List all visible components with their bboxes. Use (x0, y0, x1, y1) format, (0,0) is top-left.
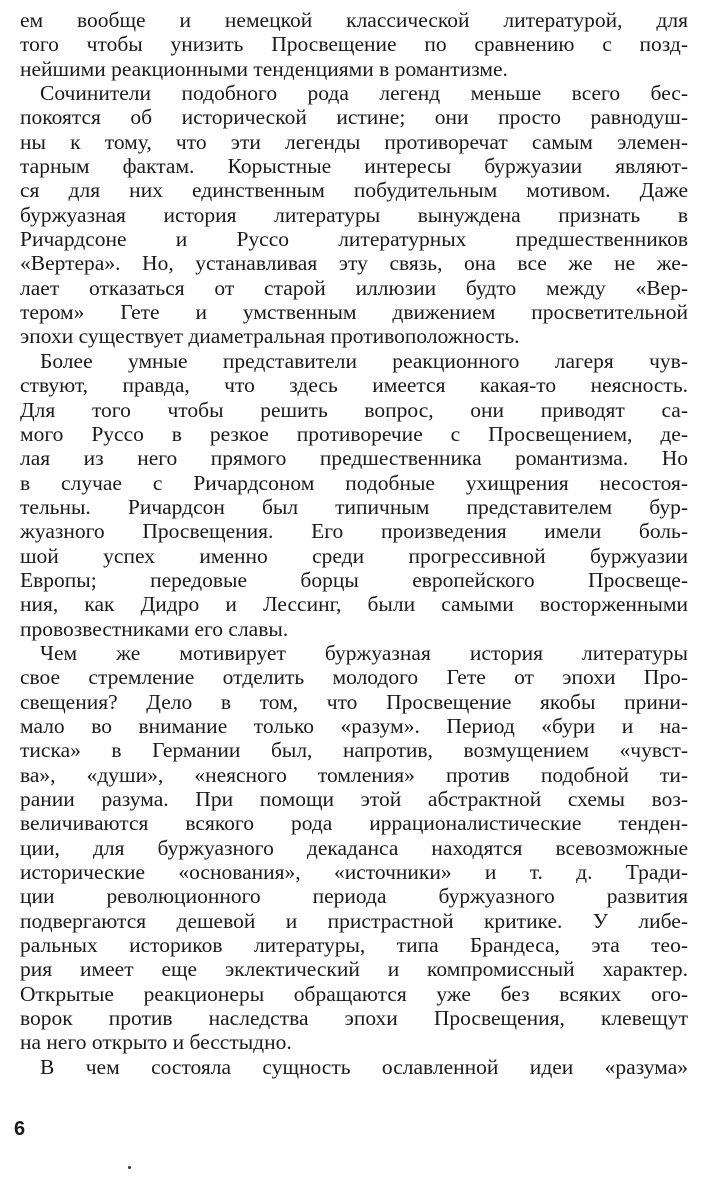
text-line: Европы; передовые борцы европейского Просвеще- (20, 567, 688, 592)
text-line: подвергаются дешевой и пристрастной критике. У либе- (20, 908, 688, 933)
paragraph-start-line: Сочинители подобного рода легенд меньше всего бес- (40, 81, 688, 106)
text-line: тером» Гете и умственным движением просветительной (20, 300, 688, 325)
text-line: ны к тому, что эти легенды противоречат самым элемен- (20, 129, 688, 154)
text-line: Ричардсоне и Руссо литературных предшественников (20, 227, 688, 252)
text-line: свое стремление отделить молодого Гете от эпохи Про- (20, 665, 688, 690)
text-line: буржуазная история литературы вынуждена признать в (20, 202, 688, 227)
paragraph-start-line: Более умные представители реакционного лагеря чув- (40, 348, 688, 373)
page-number: 6 (14, 1118, 26, 1140)
text-line: тиска» в Германии был, напротив, возмущением «чувст- (20, 738, 688, 763)
text-line: на него открыто и бесстыдно. (20, 1030, 292, 1055)
text-line: шой успех именно среди прогрессивной буржуазии (20, 543, 688, 568)
text-line: провозвестниками его славы. (20, 616, 289, 641)
text-line: в случае с Ричардсоном подобные ухищрения несостоя- (20, 470, 688, 495)
text-line: рия имеет еще эклектический и компромиссный характер. (20, 957, 688, 982)
text-line: исторические «основания», «источники» и т. д. Тради- (20, 860, 688, 885)
text-line: «Вертера». Но, устанавливая эту связь, она все же не же- (20, 251, 688, 276)
text-line: жуазного Просвещения. Его произведения имели боль- (20, 519, 688, 544)
text-line: ральных историков литературы, типа Брандеса, эта тео- (20, 933, 688, 958)
text-line: ции, для буржуазного декаданса находятся всевозможные (20, 835, 688, 860)
text-line: нейшими реакционными тенденциями в романтизме. (20, 56, 508, 81)
print-speck (128, 1166, 131, 1169)
text-line: того чтобы унизить Просвещение по сравнению с позд- (20, 32, 688, 57)
paragraph-start-line: Чем же мотивирует буржуазная история литературы (40, 640, 688, 665)
text-line: мало во внимание только «разум». Период «бури и на- (20, 713, 688, 738)
text-line: лает отказаться от старой иллюзии будто между «Вер- (20, 275, 688, 300)
text-line: эпохи существует диаметральная противоположность. (20, 324, 520, 349)
text-line: покоятся об исторической истине; они просто равнодуш- (20, 105, 688, 130)
text-line: лая из него прямого предшественника романтизма. Но (20, 446, 688, 471)
text-line: мого Руссо в резкое противоречие с Просвещением, де- (20, 421, 688, 446)
text-line: ворок против наследства эпохи Просвещения, клевещут (20, 1006, 688, 1031)
text-line: величиваются всякого рода иррационалистические тенден- (20, 811, 688, 836)
text-line: тарным фактам. Корыстные интересы буржуазии являют- (20, 154, 688, 179)
text-line: свещения? Дело в том, что Просвещение якобы прини- (20, 689, 688, 714)
text-line: ствуют, правда, что здесь имеется какая-то неясность. (20, 373, 688, 398)
text-line: ции революционного периода буржуазного развития (20, 884, 688, 909)
text-line: ва», «души», «неясного томления» против подобной ти- (20, 762, 688, 787)
text-line: ем вообще и немецкой классической литературой, для (20, 8, 688, 32)
text-line: тельны. Ричардсон был типичным представителем бур- (20, 494, 688, 519)
text-line: рании разума. При помощи этой абстрактной схемы воз- (20, 787, 688, 811)
text-line: ся для них единственным побудительным мотивом. Даже (20, 178, 688, 203)
text-line: Для того чтобы решить вопрос, они приводят са- (20, 397, 688, 422)
text-line: Открытые реакционеры обращаются уже без всяких ого- (20, 981, 688, 1006)
page-body (20, 8, 688, 1079)
paragraph-start-line: В чем состояла сущность ославленной идеи «разума» (40, 1054, 688, 1079)
text-line: ния, как Дидро и Лессинг, были самыми восторженными (20, 592, 688, 617)
